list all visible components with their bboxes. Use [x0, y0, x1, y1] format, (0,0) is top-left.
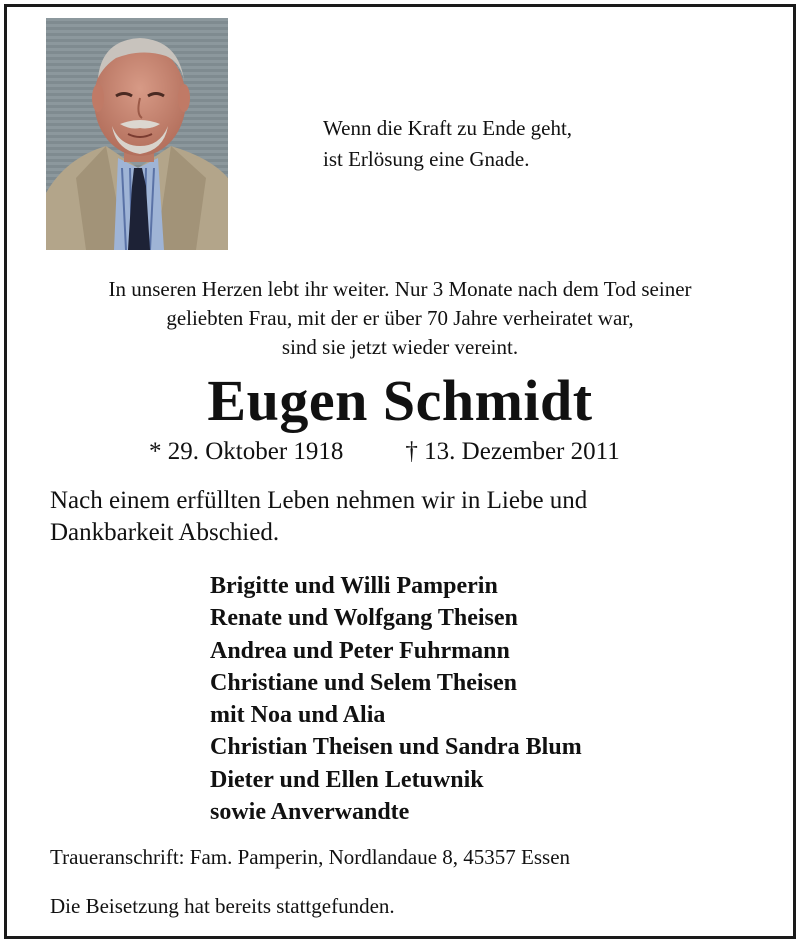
quote-line: ist Erlösung eine Gnade.: [323, 147, 530, 171]
closing-text: [50, 485, 587, 549]
obituary-frame: [4, 4, 796, 939]
deceased-name: Eugen Schmidt: [207, 368, 593, 433]
life-dates: [149, 435, 620, 469]
closing-line: Nach einem erfüllten Leben nehmen wir in Liebe und: [50, 487, 588, 514]
burial-notice: Die Beisetzung hat bereits stattgefunden.: [50, 894, 395, 918]
mourner-entry: Dieter und Ellen Letuwnik: [210, 766, 484, 793]
mourner-entry: Christiane und Selem Theisen: [210, 669, 517, 696]
mourner-entry: Andrea und Peter Fuhrmann: [210, 637, 510, 664]
mourner-entry: mit Noa und Alia: [210, 702, 386, 729]
condolence-address: Traueranschrift: Fam. Pamperin, Nordlandaue 8, 45357 Essen: [50, 845, 571, 869]
closing-line: Dankbarkeit Abschied.: [50, 519, 280, 546]
mourner-entry: Renate und Wolfgang Theisen: [210, 605, 518, 632]
mourners-list: [210, 570, 582, 828]
death-date: † 13. Dezember 2011: [405, 438, 620, 465]
intro-line: sind sie jetzt wieder vereint.: [281, 335, 519, 359]
birth-date: * 29. Oktober 1918: [149, 438, 344, 465]
mourner-entry: Brigitte und Willi Pamperin: [210, 573, 498, 599]
mourner-entry: Christian Theisen und Sandra Blum: [210, 734, 582, 761]
intro-line: geliebten Frau, mit der er über 70 Jahre verheiratet war,: [166, 306, 634, 330]
quote-line: Wenn die Kraft zu Ende geht,: [323, 116, 573, 140]
mourner-entry: sowie Anverwandte: [210, 799, 410, 826]
portrait-illustration: [46, 18, 228, 250]
intro-text: [7, 275, 793, 362]
intro-line: In unseren Herzen lebt ihr weiter. Nur 3 Monate nach dem Tod seiner: [108, 277, 692, 301]
portrait-photo: [46, 18, 228, 250]
quote: [323, 113, 572, 175]
